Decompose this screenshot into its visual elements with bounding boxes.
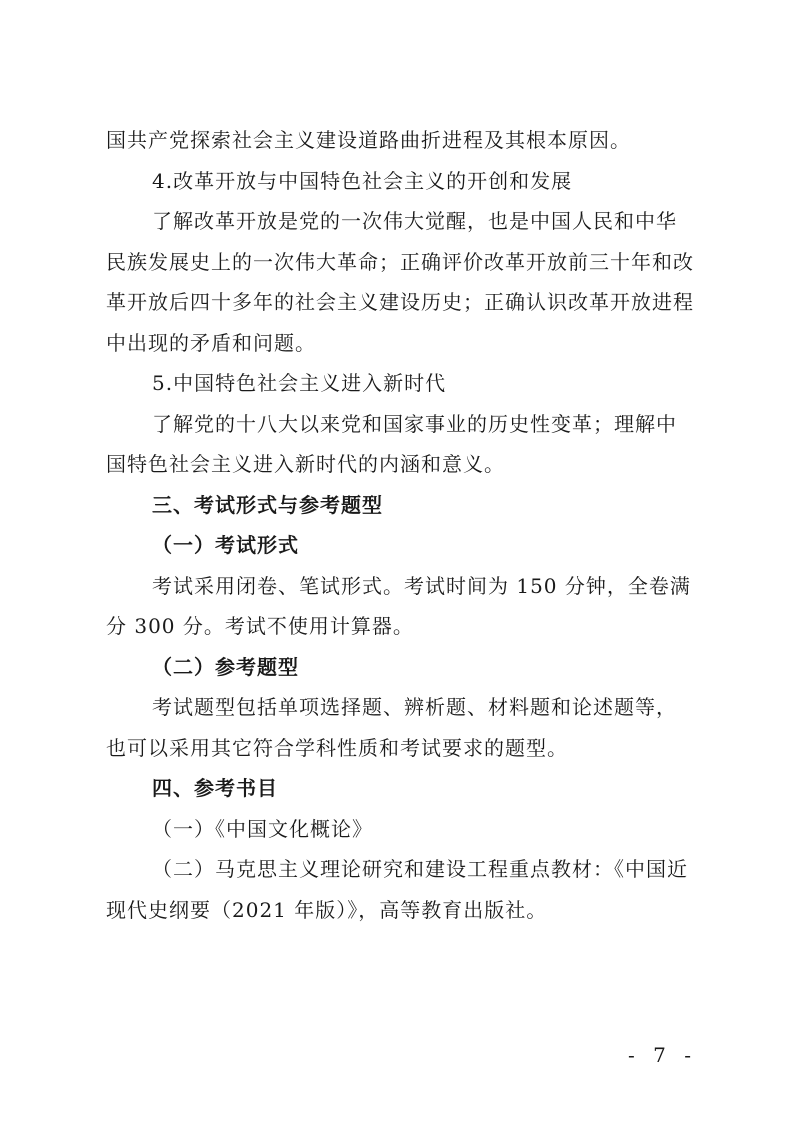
text-line: 民族发展史上的一次伟大革命；正确评价改革开放前三十年和改 [106, 249, 694, 274]
text-line: 中出现的矛盾和问题。 [106, 330, 316, 355]
text-line: 分 300 分。考试不使用计算器。 [106, 614, 414, 638]
section-heading: 三、考试形式与参考题型 [152, 492, 383, 517]
text-line: 现代史纲要（2021 年版）》，高等教育出版社。 [106, 897, 548, 922]
text-line: 了解改革开放是党的一次伟大觉醒，也是中国人民和中华 [152, 209, 677, 233]
text-line: 也可以采用其它符合学科性质和考试要求的题型。 [106, 735, 568, 760]
subsection-heading: （一）考试形式 [152, 533, 299, 557]
text-line: （一）《中国文化概论》 [152, 816, 373, 841]
page-number: - 7 - [628, 1043, 697, 1067]
body-text [106, 120, 696, 930]
text-line: 考试采用闭卷、笔试形式。考试时间为 150 分钟，全卷满 [152, 573, 691, 598]
text-line: 革开放后四十多年的社会主义建设历史；正确认识改革开放进程 [106, 290, 694, 314]
text-line: 国特色社会主义进入新时代的内涵和意义。 [106, 452, 505, 476]
text-line: 了解党的十八大以来党和国家事业的历史性变革；理解中 [152, 411, 677, 436]
text-line: 国共产党探索社会主义建设道路曲折进程及其根本原因。 [106, 128, 631, 152]
text-line: 4.改革开放与中国特色社会主义的开创和发展 [152, 168, 573, 193]
section-heading: 四、参考书目 [152, 776, 278, 800]
text-line: （二）马克思主义理论研究和建设工程重点教材：《中国近 [152, 857, 688, 881]
subsection-heading: （二）参考题型 [152, 654, 299, 679]
text-line: 5.中国特色社会主义进入新时代 [152, 371, 447, 395]
text-line: 考试题型包括单项选择题、辨析题、材料题和论述题等， [152, 695, 677, 719]
